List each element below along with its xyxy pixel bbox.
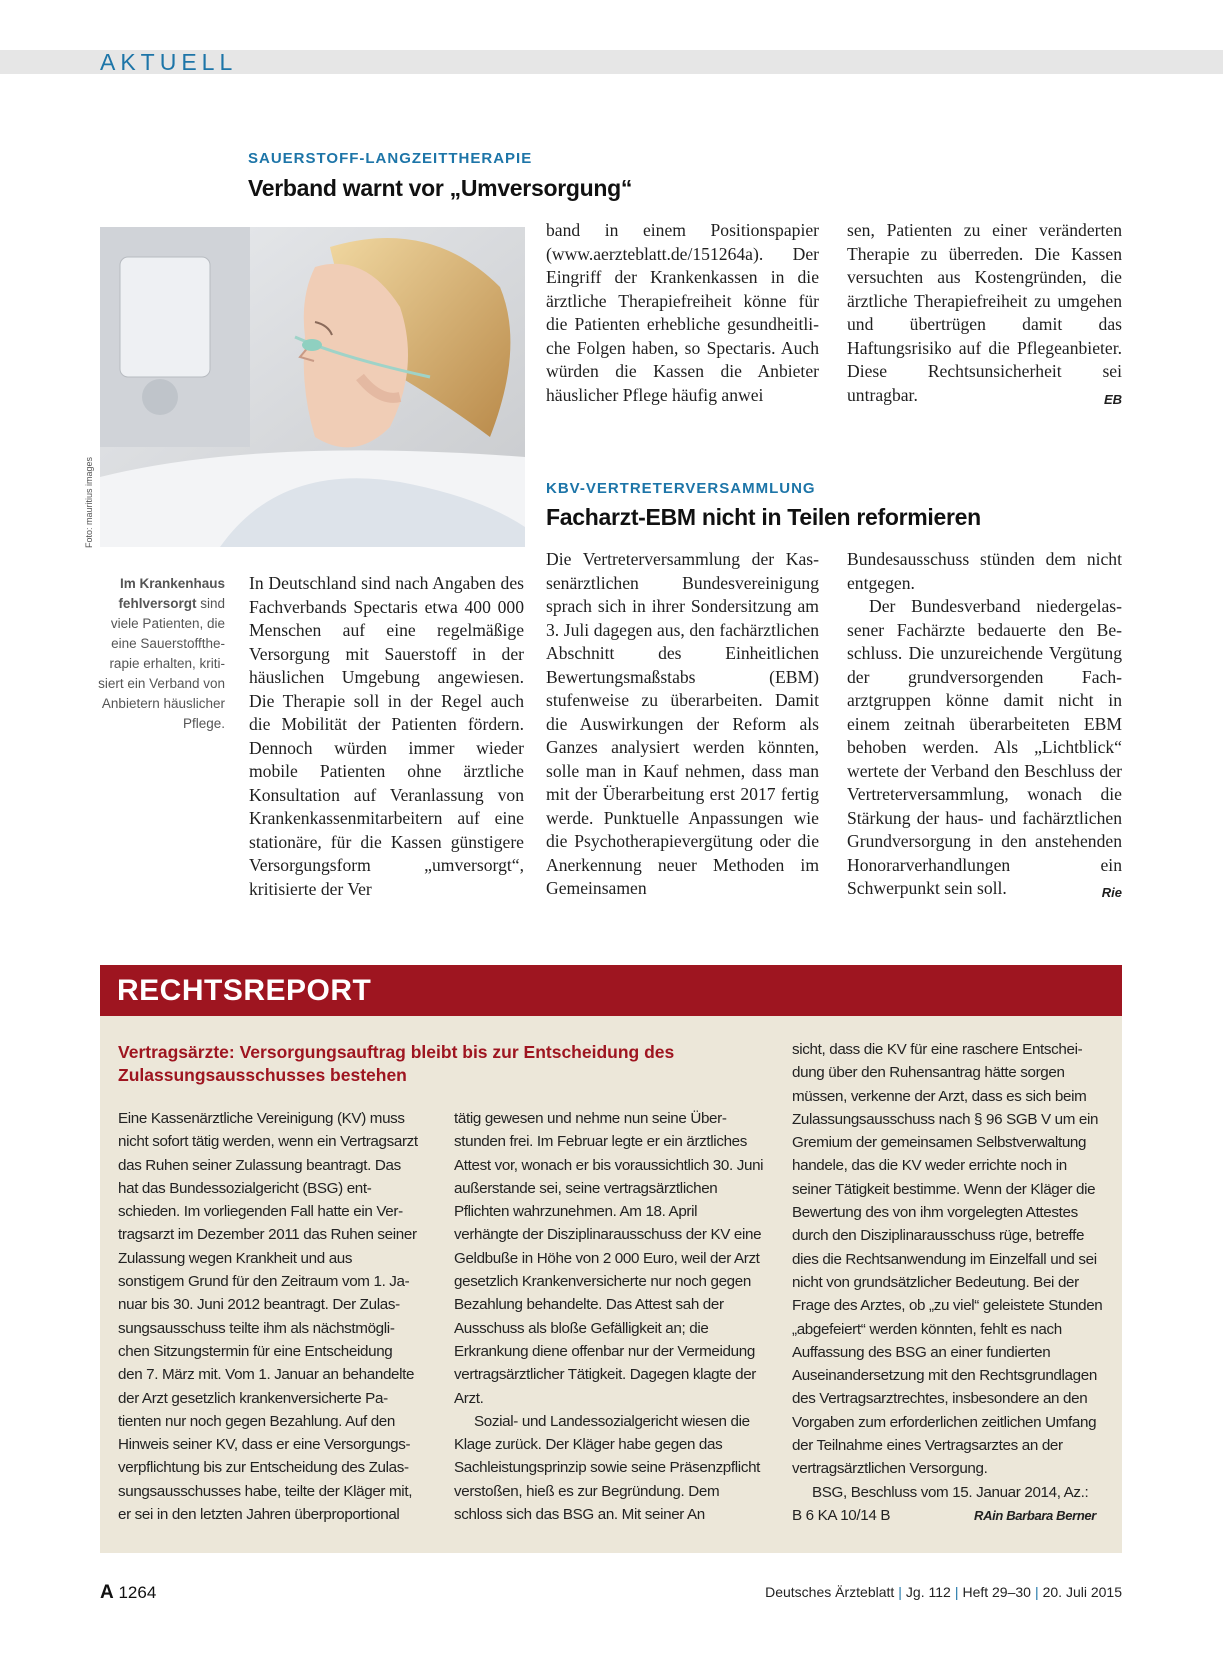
article2-headline: Facharzt-EBM nicht in Teilen reformieren — [546, 504, 981, 530]
photo-credit: Foto: mauritius images — [84, 456, 94, 548]
article1-column-2 — [546, 219, 819, 407]
article2-col2-p1: Bundesausschuss stünden dem nicht entgegen. — [847, 549, 1122, 593]
rechtsreport-citation-line2: B 6 KA 10/14 B — [792, 1506, 891, 1524]
rechtsreport-col2-p2: Sozial- und Landessozialgericht wiesen die Klage zurück. Der Kläger habe gegen das Sachleistungsprinzip sowie seine Präsenzpflicht verstoßen, hieß es zur Begründung. Dem schloss sich das BSG an. Mit seiner An — [454, 1412, 761, 1524]
footer-separator: | — [898, 1584, 902, 1600]
rechtsreport-column-3 — [792, 1038, 1104, 1527]
article1-column-3 — [847, 219, 1122, 411]
section-label: AKTUELL — [100, 49, 238, 75]
footer-separator: | — [954, 1584, 959, 1600]
patient-photo-image — [100, 227, 525, 547]
rechtsreport-author: RAin Barbara Berner — [974, 1507, 1096, 1523]
footer-volume: Jg. 112 — [905, 1584, 951, 1600]
caption-bold: Im Krankenhaus fehlversorgt — [118, 576, 225, 611]
article2-signature: Rie — [1101, 885, 1122, 900]
article1-headline: Verband warnt vor „Umversorgung“ — [248, 175, 633, 201]
article2-column-2 — [847, 548, 1122, 905]
footer-page-number — [100, 1582, 156, 1604]
article1-col3-text: sen, Patienten zu einer veränderten Therapie zu überreden. Die Kassen versuchten aus Kostengründen, die ärztliche Therapiefreiheit zu umgehen und übertrügen damit das Haftungsrisiko auf die Pflegeanbieter. Diese Rechtsunsicherheit sei untragbar. — [847, 220, 1122, 405]
footer-journal: Deutsches Ärzteblatt — [765, 1584, 895, 1600]
article1-signature: EB — [1103, 391, 1122, 407]
rechtsreport-column-1 — [118, 1107, 420, 1526]
footer-date: 20. Juli 2015 — [1042, 1584, 1122, 1600]
article2-col1-text: Die Vertreterversammlung der Kassenärztlichen Bundesvereinigung sprach sich in ihrer Sondersitzung am 3. Juli dagegen aus, den fachärztlichen Abschnitt des Einheitlichen Bewertungsmaßstabs (EBM) stufenweise zu überarbeiten. Damit die Auswirkungen der Reform als Ganzes analysiert werden könnten, solle man in Kauf nehmen, dass man mit der Überarbeitung erst 2017 fertig werde. Punktuelle Anpassungen wie die Psychotherapievergütung oder die Anerkennung neuer Methoden im Gemeinsamen — [546, 549, 819, 898]
patient-photo — [100, 227, 525, 547]
article2-column-1 — [546, 548, 819, 901]
rechtsreport-col3-p1: sicht, dass die KV für eine raschere Entscheidung über den Ruhensantrag hätte sorgen müssen, verkenne der Arzt, dass es sich beim Zulassungsausschuss nach § 96 SGB V um ein Gremium der gemeinsamen Selbstverwaltung handele, das die KV weder errichte noch in seiner Tätigkeit bestimme. Wenn der Kläger die Bewertung des von ihm vorgelegten Attestes durch den Disziplinarausschuss rüge, betreffe dies die Rechtsanwendung im Einzelfall und sei nicht von grundsätzlicher Bedeutung. Bei der Frage des Arztes, ob „zu viel“ geleistete Stunden „abgefeiert“ werden könnten, fehlt es nach Auffassung des BSG an einer fundierten Auseinandersetzung mit den Rechtsgrundlagen des Vertragsarztrechtes, insbesondere an den Vorgaben zum erforderlichen zeitlichen Umfang der Teilnahme eines Vertragsarztes an der vertragsärztlichen Versorgung. — [792, 1041, 1103, 1478]
footer-issue: Heft 29–30 — [962, 1584, 1031, 1600]
footer-separator: | — [1034, 1584, 1039, 1600]
article1-col1-text: In Deutschland sind nach Angaben des Fachverbands Spectaris etwa 400 000 Menschen auf eine regelmäßige Versorgung mit Sauerstoff in der häuslichen Umgebung angewiesen. Die Therapie soll in der Regel auch die Mobilität der Patienten fördern. Dennoch würden immer wieder mobile Patienten ohne ärztliche Konsultation auf Veranlassung von Krankenkassenmitarbeitern auf eine stationäre, für die Kassen günstigere Versorgungsform „umversorgt“, kritisierte der Ver — [249, 573, 524, 899]
rechtsreport-title: RECHTSREPORT — [117, 974, 372, 1007]
article2-kicker: KBV-VERTRETERVERSAMMLUNG — [546, 480, 816, 497]
rechtsreport-headline: Vertragsärzte: Versorgungsauftrag bleibt bis zur Entscheidung des Zulassungsausschusses bestehen — [118, 1042, 675, 1085]
caption-text: sind viele Patienten, die eine Sauerstofftherapie erhalten, kritisiert ein Verband von Anbietern häuslicher Pflege. — [98, 596, 225, 731]
footer-publication-info — [765, 1584, 1122, 1600]
article1-kicker: SAUERSTOFF-LANGZEITTHERAPIE — [248, 150, 533, 167]
photo-caption — [98, 574, 225, 734]
article2-col2-p2: Der Bundesverband niedergelassener Fachärzte bedauerte den Beschluss. Die unzureichende Vergütung der grundversorgenden Facharztgruppen könne damit nicht in einem zeitnah überarbeiteten EBM behoben werden. Als „Lichtblick“ wertete der Verband den Beschluss der Vertreterversammlung, wonach die Stärkung der haus- und fachärztlichen Grundversorgung in den anstehenden Honorarverhandlungen ein Schwerpunkt sein soll. — [847, 596, 1122, 898]
rechtsreport-col2-p1: tätig gewesen und nehme nun seine Überstunden frei. Im Februar legte er ein ärztliches Attest vor, wonach er bis voraussichtlich 30. Juni außerstande sei, seine vertragsärztlichen Pflichten wahrzunehmen. Am 18. April verhängte der Disziplinarausschuss der KV eine Geldbuße in Höhe von 2 000 Euro, weil der Arzt gesetzlich Krankenversicherte nur noch gegen Bezahlung behandelte. Das Attest sah der Ausschuss als bloße Gefälligkeit an; die Erkrankung diene offenbar nur der Vermeidung vertragsärztlicher Tätigkeit. Dagegen klagte der Arzt. — [454, 1110, 764, 1407]
rechtsreport-citation-line1: BSG, Beschluss vom 15. Januar 2014, Az.: — [812, 1483, 1089, 1501]
footer-page-value: 1264 — [118, 1583, 157, 1602]
article1-col2-text: band in einem Positionspapier (www.aerzteblatt.de/151264a). Der Eingriff der Krankenkassen in die ärztliche Therapiefreiheit könne für die Patienten erhebliche gesundheitliche Folgen haben, so Spectaris. Auch würden die Kassen die Anbieter häuslicher Pflege häufig anwei — [546, 220, 819, 405]
rechtsreport-column-2 — [454, 1107, 764, 1526]
rechtsreport-col1-text: Eine Kassenärztliche Vereinigung (KV) muss nicht sofort tätig werden, wenn ein Vertragsarzt das Ruhen seiner Zulassung beantragt. Das hat das Bundessozialgericht (BSG) entschieden. Im vorliegenden Fall hatte ein Vertragsarzt im Dezember 2011 das Ruhen seiner Zulassung wegen Krankheit und aus sonstigem Grund für den Zeitraum vom 1. Januar bis 30. Juni 2012 beantragt. Der Zulassungsausschuss teilte ihm als nächstmöglichen Sitzungstermin für eine Entscheidung den 7. März mit. Vom 1. Januar an behandelte der Arzt gesetzlich krankenversicherte Patienten nur noch gegen Bezahlung. Auf den Hinweis seiner KV, dass er eine Versorgungsverpflichtung bis zur Entscheidung des Zulassungsausschusses habe, teilte der Kläger mit, er sei in den letzten Jahren überproportional — [118, 1110, 418, 1524]
article1-column-1 — [249, 572, 524, 901]
footer-page-prefix: A — [100, 1582, 114, 1603]
